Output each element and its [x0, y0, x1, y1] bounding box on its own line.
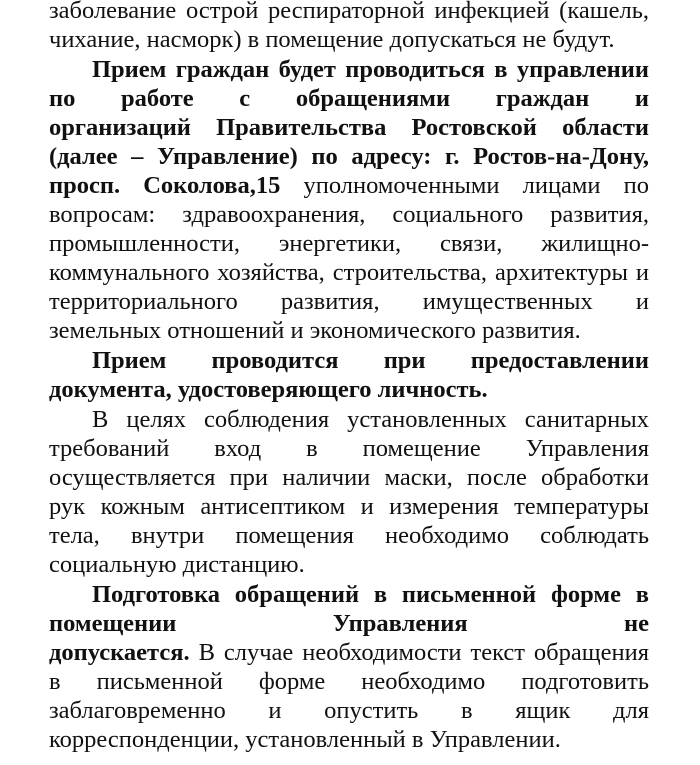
text-line: допускается. В случае необходимости текст обращения	[49, 639, 649, 666]
text-line: Подготовка обращений в письменной форме в	[92, 581, 649, 608]
text-line: заболевание острой респираторной инфекцией (кашель,	[49, 0, 649, 24]
text-line: вопросам: здравоохранения, социального развития,	[49, 201, 649, 228]
text-line: заблаговременно и опустить в ящик для	[49, 697, 649, 724]
text-line: осуществляется при наличии маски, после обработки	[49, 464, 649, 491]
text-line: (далее – Управление) по адресу: г. Ростов-на-Дону,	[49, 143, 649, 170]
text-line: социальную дистанцию.	[49, 551, 305, 578]
text-line: В целях соблюдения установленных санитарных	[92, 406, 649, 433]
text-line: по работе с обращениями граждан и	[49, 85, 649, 112]
text-line: организаций Правительства Ростовской области	[49, 114, 649, 141]
text-line: требований вход в помещение Управления	[49, 435, 649, 462]
text-line: просп. Соколова,15 уполномоченными лицами по	[49, 172, 650, 199]
text-line: в письменной форме необходимо подготовить	[49, 668, 649, 695]
text-line: коммунального хозяйства, строительства, архитектуры и	[49, 259, 649, 286]
text-line: рук кожным антисептиком и измерения температуры	[49, 493, 649, 520]
text-line: земельных отношений и экономического развития.	[49, 317, 581, 344]
text-line: тела, внутри помещения необходимо соблюдать	[49, 522, 649, 549]
text-line: чихание, насморк) в помещение допускаться не будут.	[49, 26, 615, 53]
text-line: территориального развития, имущественных и	[49, 288, 649, 315]
text-line: документа, удостоверяющего личность.	[49, 376, 488, 403]
text-line: Прием проводится при предоставлении	[92, 347, 649, 374]
text-line: Прием граждан будет проводиться в управлении	[92, 56, 649, 83]
text-line: промышленности, энергетики, связи, жилищно-	[49, 230, 649, 257]
text-line: помещении Управления не	[49, 610, 649, 637]
text-line: корреспонденции, установленный в Управлении.	[49, 726, 561, 753]
